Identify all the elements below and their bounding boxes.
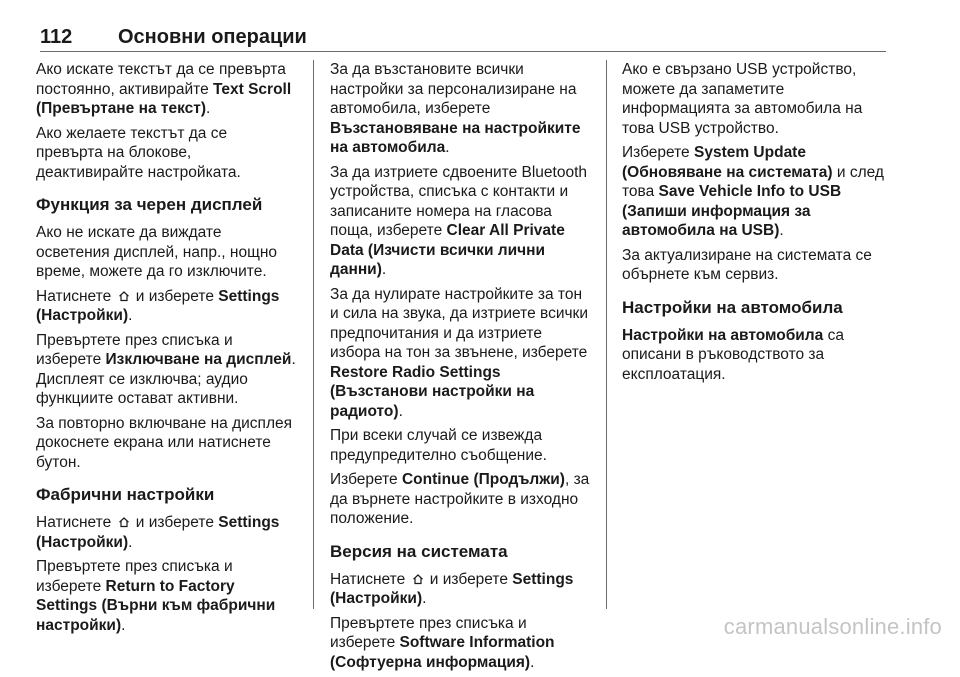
menu-term: Save Vehicle Info to USB (Запиши информация за автомобила на USB)	[622, 183, 842, 239]
column-divider	[606, 60, 607, 609]
text-column-1	[36, 60, 298, 640]
section-heading-vehicle-settings: Настройки на автомобила	[622, 297, 843, 317]
text-column-3	[622, 60, 886, 389]
menu-term: System Update (Обновяване на системата)	[622, 144, 833, 181]
page-title: Основни операции	[118, 26, 307, 48]
paragraph: При всеки случай се извежда предупредително съобщение.	[330, 427, 547, 464]
section-heading-system-version: Версия на системата	[330, 541, 508, 561]
menu-term: Clear All Private Data (Изчисти всички лични данни)	[330, 222, 565, 278]
column-divider	[313, 60, 314, 609]
paragraph: Ако желаете текстът да се превърта на блокове, деактивирайте настройката.	[36, 124, 241, 181]
page-header	[40, 16, 886, 56]
menu-term: Изключване на дисплей	[105, 351, 292, 368]
paragraph: Ако е свързано USB устройство, можете да запаметите информацията за автомобила на това USB устройство.	[622, 61, 863, 137]
paragraph: За да възстановите всички настройки за персонализиране на автомобила, изберете Възстановяване на настройките на автомобила.	[330, 61, 581, 156]
paragraph: Натиснете и изберете Settings (Настройки).	[330, 570, 574, 607]
home-icon	[118, 516, 130, 528]
paragraph: Изберете System Update (Обновяване на системата) и след това Save Vehicle Info to USB (Запиши информация за автомобила на USB).	[622, 144, 884, 239]
paragraph: За да нулирате настройките за тон и сила на звука, да изтриете всички предпочитания и да изтриете избора на тон за звънене, изберете Restore Radio Settings (Възстанови настройки на радиото).	[330, 285, 588, 420]
menu-term: Settings (Настройки)	[330, 570, 574, 607]
paragraph: За повторно включване на дисплея докоснете екрана или натиснете бутон.	[36, 414, 292, 471]
page-number: 112	[40, 26, 73, 48]
paragraph: Ако искате текстът да се превърта постоянно, активирайте Text Scroll (Превъртане на текст).	[36, 61, 292, 117]
menu-term: Настройки на автомобила	[622, 326, 824, 344]
paragraph: Ако не искате да виждате осветения дисплей, напр., нощно време, можете да го изключите.	[36, 224, 278, 280]
menu-term: Text Scroll (Превъртане на текст)	[36, 80, 292, 117]
header-divider	[40, 51, 886, 52]
menu-term: Възстановяване на настройките на автомобила	[330, 119, 581, 156]
paragraph: За да изтриете сдвоените Bluetooth устройства, списъка с контакти и записаните номера на гласова поща, изберете Clear All Private Data (Изчисти всички лични данни).	[330, 163, 588, 278]
menu-term: Restore Radio Settings (Възстанови настройки на радиото)	[330, 363, 535, 420]
home-icon	[118, 290, 130, 302]
paragraph: Настройки на автомобила са описани в ръководството за експлоатация.	[622, 326, 844, 383]
paragraph: Изберете Continue (Продължи), за да върнете настройките в изходно положение.	[330, 471, 590, 527]
paragraph: За актуализиране на системата се обърнете към сервиз.	[622, 246, 872, 283]
menu-term: Settings (Настройки)	[36, 514, 280, 551]
section-heading-black-display: Функция за черен дисплей	[36, 195, 263, 214]
home-icon	[412, 573, 424, 585]
menu-term: Return to Factory Settings (Върни към фабрични настройки)	[36, 577, 276, 634]
menu-term: Settings (Настройки)	[36, 287, 280, 324]
menu-term: Software Information (Софтуерна информация)	[330, 634, 555, 671]
paragraph: Превъртете през списъка и изберете Software Information (Софтуерна информация).	[330, 614, 555, 671]
text-column-2	[330, 60, 593, 677]
menu-term: Continue (Продължи)	[401, 471, 565, 488]
paragraph: Превъртете през списъка и изберете Изключване на дисплей. Дисплеят се изключва; аудио функциите остават активни.	[36, 331, 296, 407]
watermark: carmanualsonline.info	[723, 614, 942, 639]
paragraph: Превъртете през списъка и изберете Return to Factory Settings (Върни към фабрични настройки).	[36, 558, 276, 634]
section-heading-factory-settings: Фабрични настройки	[36, 485, 215, 504]
paragraph: Натиснете и изберете Settings (Настройки).	[36, 514, 280, 551]
paragraph: Натиснете и изберете Settings (Настройки).	[36, 287, 280, 324]
